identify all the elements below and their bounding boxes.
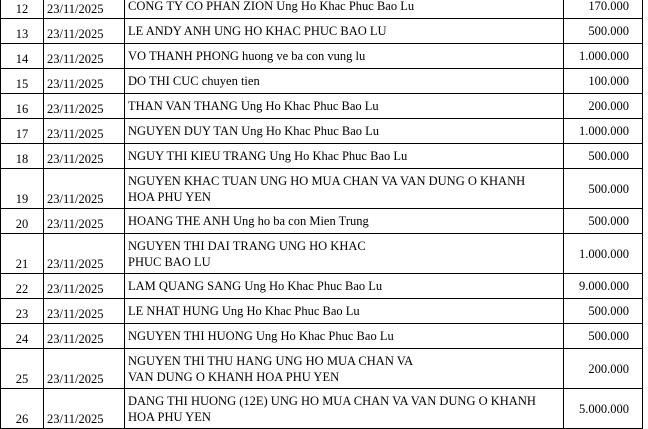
description-line: DO THI CUC chuyen tien [128, 74, 260, 88]
row-description [125, 274, 564, 299]
row-date: 23/11/2025 [44, 19, 125, 44]
row-description [125, 144, 564, 169]
description-line: HOA PHU YEN [128, 409, 211, 424]
description-line: PHUC BAO LU [128, 254, 211, 269]
row-number: 26 [1, 389, 44, 429]
row-amount: 5.000.000 [564, 389, 643, 429]
row-date: 23/11/2025 [44, 94, 125, 119]
row-amount: 1.000.000 [564, 119, 643, 144]
row-description [125, 69, 564, 94]
row-amount: 170.000 [564, 0, 643, 19]
description-line: NGUYEN KHAC TUAN UNG HO MUA CHAN VA VAN DUNG O KHANH [128, 173, 526, 188]
row-description [125, 234, 564, 274]
row-date: 23/11/2025 [44, 144, 125, 169]
table-row [1, 19, 643, 44]
row-number: 23 [1, 299, 44, 324]
row-description [125, 0, 564, 19]
row-number: 19 [1, 169, 44, 209]
row-description [125, 94, 564, 119]
row-date: 23/11/2025 [44, 169, 125, 209]
table-row [1, 299, 643, 324]
row-date: 23/11/2025 [44, 274, 125, 299]
table-row [1, 69, 643, 94]
row-amount: 200.000 [564, 349, 643, 389]
row-amount: 1.000.000 [564, 44, 643, 69]
row-description [125, 299, 564, 324]
donation-table-body [1, 0, 643, 429]
description-line: CONG TY CO PHAN ZION Ung Ho Khac Phuc Bao Lu [128, 0, 415, 13]
description-line: NGUYEN THI HUONG Ung Ho Khac Phuc Bao Lu [128, 329, 394, 343]
description-line: LE ANDY ANH UNG HO KHAC PHUC BAO LU [128, 24, 387, 38]
description-line: LE NHAT HUNG Ung Ho Khac Phuc Bao Lu [128, 304, 360, 318]
row-description [125, 119, 564, 144]
row-number: 21 [1, 234, 44, 274]
row-date: 23/11/2025 [44, 0, 125, 19]
row-amount: 500.000 [564, 19, 643, 44]
table-row [1, 0, 643, 19]
table-row [1, 169, 643, 209]
row-number: 16 [1, 94, 44, 119]
row-amount: 500.000 [564, 169, 643, 209]
row-amount: 500.000 [564, 144, 643, 169]
table-row [1, 94, 643, 119]
row-number: 13 [1, 19, 44, 44]
row-description [125, 324, 564, 349]
table-row [1, 389, 643, 429]
row-date: 23/11/2025 [44, 299, 125, 324]
table-row [1, 209, 643, 234]
row-date: 23/11/2025 [44, 234, 125, 274]
row-number: 20 [1, 209, 44, 234]
description-line: VO THANH PHONG huong ve ba con vung lu [128, 49, 366, 63]
row-date: 23/11/2025 [44, 389, 125, 429]
row-description [125, 349, 564, 389]
description-line: THAN VAN THANG Ung Ho Khac Phuc Bao Lu [128, 99, 379, 113]
description-line: NGUYEN THI DAI TRANG UNG HO KHAC [128, 238, 366, 253]
row-description [125, 389, 564, 429]
row-description [125, 209, 564, 234]
table-row [1, 324, 643, 349]
description-line: LAM QUANG SANG Ung Ho Khac Phuc Bao Lu [128, 279, 383, 293]
table-row [1, 144, 643, 169]
row-amount: 100.000 [564, 69, 643, 94]
row-number: 22 [1, 274, 44, 299]
table-row [1, 119, 643, 144]
row-amount: 1.000.000 [564, 234, 643, 274]
row-date: 23/11/2025 [44, 349, 125, 389]
row-date: 23/11/2025 [44, 44, 125, 69]
table-row [1, 234, 643, 274]
row-amount: 500.000 [564, 299, 643, 324]
description-line: NGUYEN DUY TAN Ung Ho Khac Phuc Bao Lu [128, 124, 380, 138]
row-date: 23/11/2025 [44, 69, 125, 94]
row-number: 24 [1, 324, 44, 349]
row-amount: 200.000 [564, 94, 643, 119]
description-line: HOANG THE ANH Ung ho ba con Mien Trung [128, 214, 369, 228]
description-line: DANG THI HUONG (12E) UNG HO MUA CHAN VA VAN DUNG O KHANH [128, 393, 536, 408]
row-number: 12 [1, 0, 44, 19]
row-amount: 500.000 [564, 209, 643, 234]
row-date: 23/11/2025 [44, 324, 125, 349]
row-number: 18 [1, 144, 44, 169]
row-number: 14 [1, 44, 44, 69]
description-line: NGUYEN THI THU HANG UNG HO MUA CHAN VA [128, 353, 414, 368]
table-row [1, 274, 643, 299]
table-row [1, 349, 643, 389]
table-row [1, 44, 643, 69]
row-description [125, 169, 564, 209]
description-line: NGUY THI KIEU TRANG Ung Ho Khac Phuc Bao Lu [128, 149, 408, 163]
row-date: 23/11/2025 [44, 209, 125, 234]
row-amount: 9.000.000 [564, 274, 643, 299]
row-date: 23/11/2025 [44, 119, 125, 144]
row-description [125, 19, 564, 44]
description-line: VAN DUNG O KHANH HOA PHU YEN [128, 369, 340, 384]
row-description [125, 44, 564, 69]
row-number: 15 [1, 69, 44, 94]
description-line: HOA PHU YEN [128, 189, 211, 204]
row-number: 17 [1, 119, 44, 144]
row-amount: 500.000 [564, 324, 643, 349]
row-number: 25 [1, 349, 44, 389]
